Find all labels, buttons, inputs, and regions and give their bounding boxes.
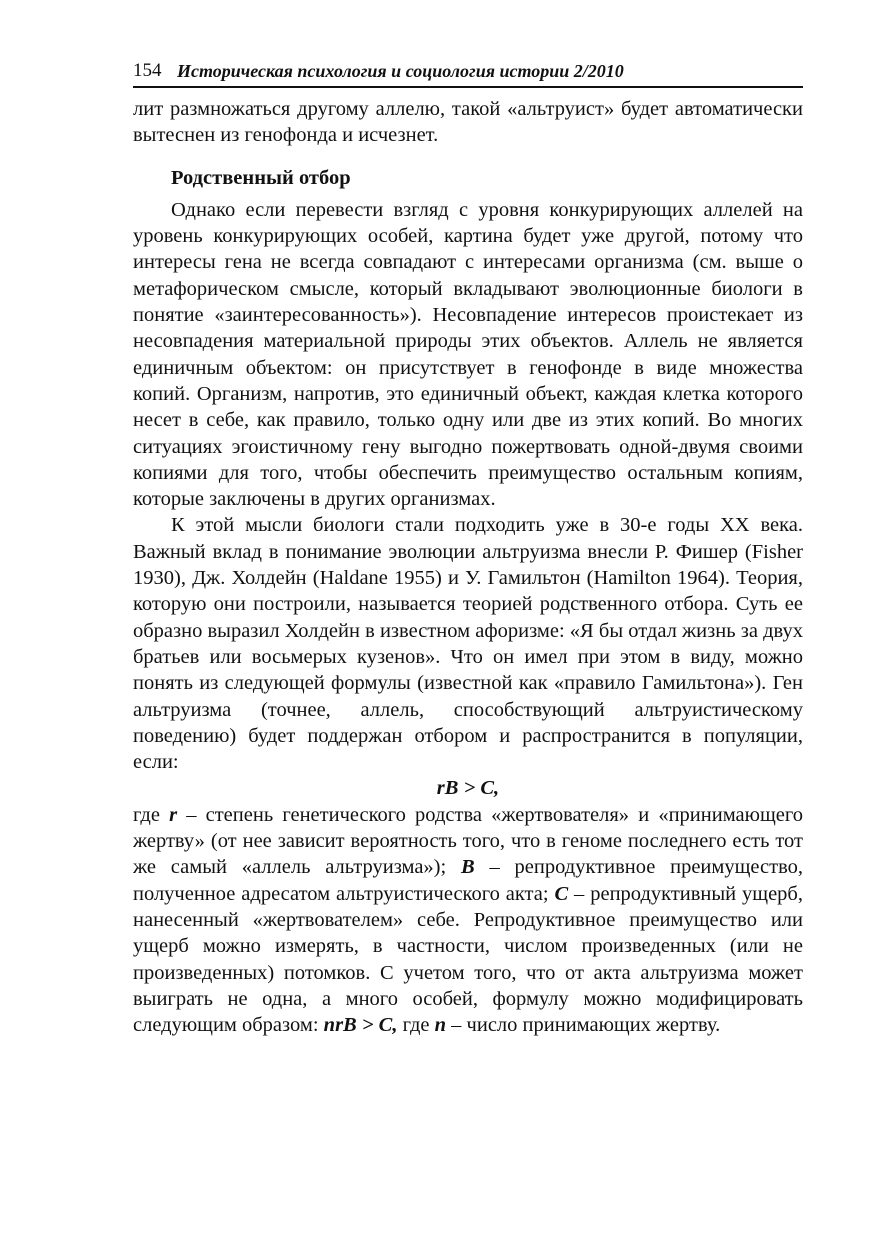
paragraph-1: Однако если перевести взгляд с уровня конкурирующих аллелей на уровень конкурирующих особей, картина будет уже другой, потому что интересы гена не всегда совпадают с интересами организма (см. выше о метафорическом смысле, который вкладывают эволюционные биологи в понятие «заинтересованность»). Несовпадение интересов проистекает из несовпадения материальной природы этих объектов. Аллель не является единичным объектом: он присутствует в генофонде в виде множества копий. Организм, напротив, это единичный объект, каждая клетка которого несет в себе, как правило, только одну или две из этих копий. Во многих ситуациях эгоистичному гену выгодно пожертвовать одной-двумя своими копиями для того, чтобы обеспечить преимущество остальным копиям, которые заключены в других организмах.	[133, 198, 803, 511]
hamilton-formula: rB > C,	[436, 777, 500, 800]
journal-title: Историческая психология и социология истории 2/2010	[177, 61, 624, 81]
article-body	[133, 96, 803, 1038]
page-number: 154	[133, 60, 162, 81]
paragraph-continuation: лит размножаться другому аллелю, такой «альтруист» будет автоматически вытеснен из генофонда и исчезнет.	[133, 98, 803, 147]
variable-n: n	[434, 1014, 447, 1037]
text-span: – степень генетического родства «жертвователя» и «принимающего жертву» (от нее зависит вероятность того, что в геноме последнего есть тот же самый «аллель альтруизма»);	[133, 803, 803, 879]
paragraph-3	[133, 802, 803, 1039]
text-span: где	[397, 1014, 435, 1037]
modified-formula: nrB > C,	[323, 1014, 398, 1037]
variable-C: C	[554, 882, 569, 905]
variable-B: B	[461, 856, 475, 879]
text-span: где	[133, 803, 170, 826]
text-span: – репродуктивный ущерб, нанесенный «жертвователем» себе. Репродуктивное преимущество или ущерб можно измерять, в частности, числом произведенных (или не произведенных) потомков. С учетом того, что от акта альтруизма может выиграть не одна, а много особей, формулу можно модифицировать следующим образом:	[133, 882, 803, 1037]
text-span: – число принимающих жертву.	[446, 1014, 721, 1037]
section-heading: Родственный отбор	[171, 166, 351, 189]
text-span: – репродуктивное преимущество, полученное адресатом альтруистического акта;	[133, 856, 803, 905]
paragraph-2: К этой мысли биологи стали подходить уже в 30-е годы XX века. Важный вклад в понимание эволюции альтруизма внесли Р. Фишер (Fisher 1930), Дж. Холдейн (Haldane 1955) и У. Гамильтон (Hamilton 1964). Теория, которую они построили, называется теорией родственного отбора. Суть ее образно выразил Холдейн в известном афоризме: «Я бы отдал жизнь за двух братьев или восьмерых кузенов». Что он имел при этом в виду, можно понять из следующей формулы (известной как «правило Гамильтона»). Ген альтруизма (точнее, аллель, способствующий альтруистическому поведению) будет поддержан отбором и распространится в популяции, если:	[133, 514, 803, 774]
running-header	[133, 60, 803, 88]
variable-r: r	[169, 803, 178, 826]
